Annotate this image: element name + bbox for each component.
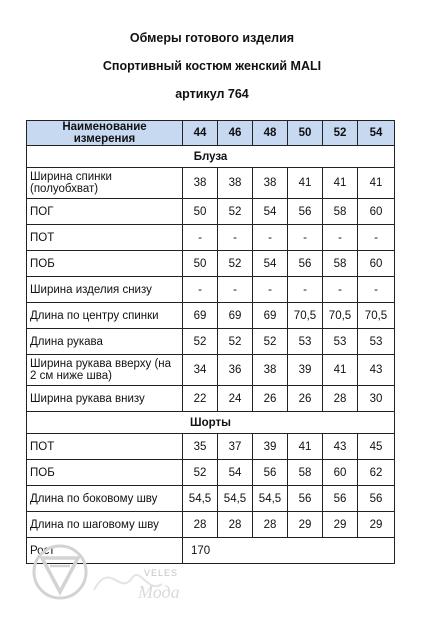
measurement-name: Ширина рукава внизу: [27, 386, 183, 412]
measurement-name: Длина рукава: [27, 329, 183, 355]
size-header: 46: [218, 121, 253, 146]
measurement-name: ПОТ: [27, 225, 183, 251]
table-body: [27, 146, 395, 564]
table-row: [27, 277, 395, 303]
measurement-value: 52: [218, 199, 253, 225]
table-row: [27, 386, 395, 412]
measurement-value: 60: [358, 251, 395, 277]
table-row: [27, 512, 395, 538]
page-title: Обмеры готового изделия: [129, 31, 295, 45]
measurement-value: 54: [253, 199, 288, 225]
measurement-value: 43: [358, 355, 395, 386]
veles-moda-logo: [28, 538, 228, 610]
measurement-value: 58: [323, 199, 358, 225]
measurement-value: 28: [218, 512, 253, 538]
measurement-value: 54,5: [253, 486, 288, 512]
measurement-value: -: [288, 225, 323, 251]
measurement-name: Длина по центру спинки: [27, 303, 183, 329]
measurement-name: Длина по боковому шву: [27, 486, 183, 512]
measurement-value: -: [323, 277, 358, 303]
table-row: [27, 486, 395, 512]
measurement-value: 54,5: [218, 486, 253, 512]
measurement-value: 28: [323, 386, 358, 412]
measurement-value: 28: [183, 512, 218, 538]
measurement-value: 69: [218, 303, 253, 329]
table-row: [27, 251, 395, 277]
measurement-value: 24: [218, 386, 253, 412]
measurement-value: 56: [323, 486, 358, 512]
size-header: 54: [358, 121, 395, 146]
measurement-name: Рост: [27, 538, 183, 564]
section-row: [27, 412, 395, 434]
measurement-value: 56: [288, 199, 323, 225]
measurement-value: 56: [253, 460, 288, 486]
size-header: 52: [323, 121, 358, 146]
measurement-value: 58: [288, 460, 323, 486]
measurement-value: 54,5: [183, 486, 218, 512]
measurement-value: 56: [358, 486, 395, 512]
article-number: артикул 764: [175, 87, 249, 101]
logo-brand-text: VELES: [144, 568, 179, 578]
measurement-value: -: [183, 225, 218, 251]
measurement-value: 56: [288, 251, 323, 277]
measurement-name: Длина по шаговому шву: [27, 512, 183, 538]
table-row: [27, 434, 395, 460]
measurement-value: 52: [183, 329, 218, 355]
measurement-value: 53: [323, 329, 358, 355]
section-title: Блуза: [27, 146, 395, 168]
measurement-value: 37: [218, 434, 253, 460]
measurement-value: 50: [183, 251, 218, 277]
measurement-value: 38: [253, 355, 288, 386]
measurement-value: 43: [323, 434, 358, 460]
measurement-value: 29: [358, 512, 395, 538]
measurement-value: 36: [218, 355, 253, 386]
measurement-value: 52: [253, 329, 288, 355]
measurement-value: 52: [183, 460, 218, 486]
table-row: [27, 303, 395, 329]
table-row: [27, 329, 395, 355]
measurement-value: 70,5: [358, 303, 395, 329]
measurement-name: ПОБ: [27, 251, 183, 277]
measurement-value: 38: [253, 168, 288, 199]
measurement-name: Ширина рукава вверху (на 2 см ниже шва): [27, 355, 183, 386]
measurement-value: 26: [253, 386, 288, 412]
measurement-value: 41: [358, 168, 395, 199]
table-row: [27, 199, 395, 225]
measurements-table: [26, 120, 395, 564]
measurement-value: 28: [253, 512, 288, 538]
measurement-value: -: [288, 277, 323, 303]
measurement-value: 60: [358, 199, 395, 225]
measurement-value: -: [253, 277, 288, 303]
measurement-value: 70,5: [323, 303, 358, 329]
measurement-value: 41: [288, 168, 323, 199]
measurement-value: 69: [253, 303, 288, 329]
measurement-value: 22: [183, 386, 218, 412]
measurement-name: Ширина изделия снизу: [27, 277, 183, 303]
measurement-name: ПОГ: [27, 199, 183, 225]
size-header: 50: [288, 121, 323, 146]
measurement-value: -: [358, 277, 395, 303]
measurement-value: 26: [288, 386, 323, 412]
measurement-value: 52: [218, 251, 253, 277]
measurement-value: 53: [358, 329, 395, 355]
measurement-name: ПОТ: [27, 434, 183, 460]
measurement-value: 70,5: [288, 303, 323, 329]
measurement-value: 30: [358, 386, 395, 412]
measurement-value: 45: [358, 434, 395, 460]
table-row: [27, 168, 395, 199]
section-title: Шорты: [27, 412, 395, 434]
section-row: [27, 146, 395, 168]
measurement-value: 58: [323, 251, 358, 277]
height-value: 170: [183, 538, 395, 564]
column-header-name: Наименование измерения: [27, 121, 183, 146]
measurement-name: Ширина спинки (полуобхват): [27, 168, 183, 199]
measurement-value: 41: [323, 355, 358, 386]
size-header: 48: [253, 121, 288, 146]
measurement-name: ПОБ: [27, 460, 183, 486]
table-header-row: [27, 121, 395, 146]
measurement-value: 54: [218, 460, 253, 486]
measurement-value: 29: [323, 512, 358, 538]
measurement-value: 41: [323, 168, 358, 199]
measurement-value: 60: [323, 460, 358, 486]
logo-script-text: Мода: [138, 582, 180, 602]
measurement-value: 52: [218, 329, 253, 355]
measurement-value: 39: [288, 355, 323, 386]
measurement-value: -: [253, 225, 288, 251]
measurement-value: 69: [183, 303, 218, 329]
measurement-value: 35: [183, 434, 218, 460]
header: [0, 31, 424, 115]
measurement-value: 29: [288, 512, 323, 538]
table-row: [27, 460, 395, 486]
measurement-value: -: [183, 277, 218, 303]
measurement-value: -: [218, 225, 253, 251]
measurement-value: 50: [183, 199, 218, 225]
table-row: [27, 355, 395, 386]
logo-emblem-icon: [34, 546, 86, 598]
measurement-value: 62: [358, 460, 395, 486]
measurement-value: 54: [253, 251, 288, 277]
measurement-value: -: [218, 277, 253, 303]
table-row: [27, 225, 395, 251]
size-header: 44: [183, 121, 218, 146]
measurement-value: 39: [253, 434, 288, 460]
measurement-value: 56: [288, 486, 323, 512]
measurement-value: 41: [288, 434, 323, 460]
product-name: Спортивный костюм женский MALI: [102, 59, 322, 73]
measurement-value: 34: [183, 355, 218, 386]
measurement-value: -: [323, 225, 358, 251]
measurement-value: -: [358, 225, 395, 251]
measurement-value: 38: [218, 168, 253, 199]
measurement-value: 38: [183, 168, 218, 199]
measurement-value: 53: [288, 329, 323, 355]
